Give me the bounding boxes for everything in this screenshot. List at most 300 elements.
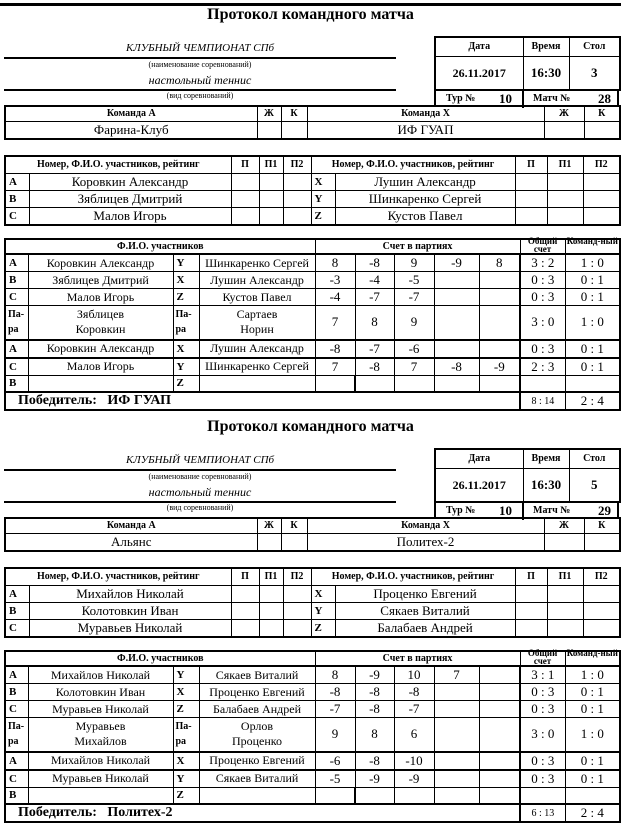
roster-a-p2-cell bbox=[283, 619, 311, 637]
game-a-player: Михайлов Николай bbox=[28, 666, 173, 684]
overall-score: 3 : 0 bbox=[520, 306, 565, 340]
team-score: 0 : 1 bbox=[565, 358, 620, 376]
roster-row bbox=[5, 585, 620, 602]
roster-x-header: Номер, Ф.И.О. участников, рейтинг bbox=[311, 156, 515, 173]
roster-x-name: Сякаев Виталий bbox=[335, 602, 515, 619]
roster-a-p-cell bbox=[231, 173, 259, 190]
game-x-player: Шинкаренко Сергей bbox=[199, 358, 315, 376]
score-separator: : bbox=[587, 393, 598, 408]
game-row bbox=[5, 306, 620, 340]
set-score: -7 bbox=[355, 340, 394, 358]
game-row bbox=[5, 375, 620, 392]
set-score bbox=[394, 787, 434, 804]
roster-a-letter: A bbox=[5, 585, 29, 602]
set-score: -7 bbox=[394, 289, 434, 306]
game-row bbox=[5, 787, 620, 804]
roster-x-p-cell bbox=[515, 173, 547, 190]
team-a-red-label: К bbox=[281, 518, 307, 533]
score-separator: : bbox=[537, 272, 548, 287]
game-x-letter: Y bbox=[173, 254, 199, 272]
roster-a-p2-header: П2 bbox=[283, 156, 311, 173]
team-x-label: Команда Х bbox=[307, 106, 544, 121]
team-a-label: Команда А bbox=[5, 518, 257, 533]
roster-x-name: Шинкаренко Сергей bbox=[335, 190, 515, 207]
score-separator: : bbox=[537, 701, 548, 716]
roster-x-p2-cell bbox=[583, 619, 620, 637]
set-score: -5 bbox=[315, 770, 355, 788]
protocol-title: Протокол командного матча bbox=[207, 418, 414, 435]
roster-a-p2-cell bbox=[283, 207, 311, 225]
team-score-header: Команд-ный bbox=[565, 651, 620, 666]
team-score bbox=[565, 375, 620, 392]
table-label: Стол bbox=[569, 449, 620, 468]
date-label: Дата bbox=[435, 449, 523, 468]
set-score: 8 bbox=[315, 666, 355, 684]
score-separator: : bbox=[537, 314, 548, 330]
roster-a-p1-cell bbox=[259, 190, 283, 207]
game-x-player: Шинкаренко Сергей bbox=[199, 254, 315, 272]
sport-caption: (вид соревнований) bbox=[166, 503, 234, 512]
set-score bbox=[479, 752, 520, 770]
set-score bbox=[355, 787, 394, 804]
teams-table bbox=[4, 517, 621, 552]
game-x-letter: Z bbox=[173, 787, 199, 804]
roster-x-name: Балабаев Андрей bbox=[335, 619, 515, 637]
team-a-name: Фарина-Клуб bbox=[5, 121, 257, 139]
team-x-name: Политех-2 bbox=[307, 533, 544, 551]
set-score bbox=[394, 375, 434, 392]
game-row bbox=[5, 684, 620, 701]
roster-x-letter: Z bbox=[311, 207, 335, 225]
set-score: -7 bbox=[355, 289, 394, 306]
roster-a-p-cell bbox=[231, 190, 259, 207]
game-a-player: Михайлов Николай bbox=[28, 752, 173, 770]
game-a-letter: C bbox=[5, 358, 28, 376]
competition-underline bbox=[4, 57, 396, 59]
score-separator: : bbox=[587, 770, 598, 786]
game-a-player bbox=[28, 787, 173, 804]
roster-x-p1-header: П1 bbox=[547, 568, 583, 585]
game-a-letter: C bbox=[5, 770, 28, 788]
roster-x-p1-cell bbox=[547, 619, 583, 637]
game-row bbox=[5, 340, 620, 358]
team-x-red-label: К bbox=[584, 518, 620, 533]
overall-score: 0 : 3 bbox=[520, 770, 565, 788]
roster-a-name: Малов Игорь bbox=[29, 207, 231, 225]
round-match-row bbox=[434, 501, 619, 518]
set-score bbox=[434, 684, 479, 701]
team-a-label: Команда А bbox=[5, 106, 257, 121]
table-value: 5 bbox=[569, 468, 620, 502]
game-x-letter: Z bbox=[173, 289, 199, 306]
sets-header: Счет в партиях bbox=[315, 651, 520, 666]
roster-row bbox=[5, 190, 620, 207]
roster-a-p1-cell bbox=[259, 173, 283, 190]
set-score: -8 bbox=[394, 684, 434, 701]
set-score bbox=[434, 272, 479, 289]
overall-score: 3 : 1 bbox=[520, 666, 565, 684]
competition-caption: (наименование соревнований) bbox=[148, 472, 252, 481]
game-x-letter: X bbox=[173, 684, 199, 701]
score-separator: : bbox=[537, 340, 548, 356]
roster-x-p1-cell bbox=[547, 207, 583, 225]
roster-a-p-cell bbox=[231, 207, 259, 225]
team-score: 1 : 0 bbox=[565, 666, 620, 684]
total-team-score: 2 : 4 bbox=[565, 804, 620, 822]
team-x-red-label: К bbox=[584, 106, 620, 121]
set-score: 9 bbox=[315, 718, 355, 752]
set-score: -5 bbox=[394, 272, 434, 289]
roster-a-name: Коровкин Александр bbox=[29, 173, 231, 190]
set-score: -8 bbox=[315, 340, 355, 358]
set-score: -10 bbox=[394, 752, 434, 770]
set-score: -7 bbox=[315, 701, 355, 718]
game-row bbox=[5, 358, 620, 376]
team-x-yellow-label: Ж bbox=[544, 518, 584, 533]
game-a-letter: A bbox=[5, 666, 28, 684]
pair-x-player-2: Проценко bbox=[231, 734, 283, 749]
total-team-score: 2 : 4 bbox=[565, 392, 620, 410]
roster-a-letter: B bbox=[5, 190, 29, 207]
pair-x-player-2: Норин bbox=[240, 322, 274, 337]
roster-x-header: Номер, Ф.И.О. участников, рейтинг bbox=[311, 568, 515, 585]
pair-a-player-2: Коровкин bbox=[75, 322, 126, 337]
set-score: -6 bbox=[315, 752, 355, 770]
set-score bbox=[479, 718, 520, 752]
roster-a-letter: A bbox=[5, 173, 29, 190]
team-a-red-label: К bbox=[281, 106, 307, 121]
roster-a-p2-cell bbox=[283, 602, 311, 619]
score-separator: : bbox=[587, 358, 598, 374]
set-score bbox=[434, 306, 479, 340]
roster-a-p-header: П bbox=[231, 156, 259, 173]
round-label: Тур № bbox=[446, 505, 476, 516]
set-score bbox=[434, 787, 479, 804]
roster-x-p-header: П bbox=[515, 156, 547, 173]
set-score bbox=[479, 340, 520, 358]
game-x-player: Сякаев Виталий bbox=[199, 666, 315, 684]
team-a-red-cell bbox=[281, 121, 307, 139]
winner-team: Политех-2 bbox=[107, 805, 173, 820]
roster-a-p2-header: П2 bbox=[283, 568, 311, 585]
score-separator: : bbox=[587, 752, 598, 768]
score-separator: : bbox=[536, 807, 545, 819]
set-score: -9 bbox=[355, 770, 394, 788]
game-row bbox=[5, 289, 620, 306]
roster-a-p-cell bbox=[231, 602, 259, 619]
roster-a-p2-cell bbox=[283, 585, 311, 602]
game-a-letter: B bbox=[5, 272, 28, 289]
set-score bbox=[479, 787, 520, 804]
roster-x-p1-cell bbox=[547, 190, 583, 207]
overall-score: 0 : 3 bbox=[520, 272, 565, 289]
team-a-name: Альянс bbox=[5, 533, 257, 551]
match-info-table bbox=[434, 448, 621, 503]
roster-a-p-header: П bbox=[231, 568, 259, 585]
set-score bbox=[434, 340, 479, 358]
roster-a-name: Зяблицев Дмитрий bbox=[29, 190, 231, 207]
pair-x-players bbox=[199, 718, 315, 752]
game-a-letter: A bbox=[5, 752, 28, 770]
players-header: Ф.И.О. участников bbox=[5, 239, 315, 254]
roster-a-p1-cell bbox=[259, 585, 283, 602]
set-score: 9 bbox=[394, 306, 434, 340]
round-match-row bbox=[434, 89, 619, 106]
score-separator: : bbox=[536, 395, 545, 407]
competition-name: КЛУБНЫЙ ЧЕМПИОНАТ СПб bbox=[125, 454, 275, 466]
roster-a-p-cell bbox=[231, 585, 259, 602]
game-row bbox=[5, 666, 620, 684]
roster-a-p2-cell bbox=[283, 190, 311, 207]
set-score: -4 bbox=[355, 272, 394, 289]
roster-x-p2-cell bbox=[583, 207, 620, 225]
date-label: Дата bbox=[435, 37, 523, 56]
table-value: 3 bbox=[569, 56, 620, 90]
roster-x-p-cell bbox=[515, 619, 547, 637]
roster-x-p-cell bbox=[515, 602, 547, 619]
score-separator: : bbox=[587, 289, 598, 304]
time-label: Время bbox=[523, 37, 569, 56]
team-score: 0 : 1 bbox=[565, 289, 620, 306]
set-score bbox=[479, 375, 520, 392]
roster-x-p2-cell bbox=[583, 173, 620, 190]
game-x-letter: Y bbox=[173, 358, 199, 376]
game-a-player: Зяблицев Дмитрий bbox=[28, 272, 173, 289]
team-score bbox=[565, 787, 620, 804]
set-score: -9 bbox=[355, 666, 394, 684]
roster-x-p1-cell bbox=[547, 602, 583, 619]
roster-x-name: Проценко Евгений bbox=[335, 585, 515, 602]
team-score: 1 : 0 bbox=[565, 718, 620, 752]
team-score: 0 : 1 bbox=[565, 684, 620, 701]
pair-a-label: Па- ра bbox=[5, 718, 28, 752]
game-a-player: Малов Игорь bbox=[28, 358, 173, 376]
set-score bbox=[315, 375, 355, 392]
set-score: -3 bbox=[315, 272, 355, 289]
roster-table bbox=[4, 155, 621, 226]
game-a-player: Коровкин Александр bbox=[28, 254, 173, 272]
score-separator: : bbox=[587, 684, 598, 699]
set-score: -6 bbox=[394, 340, 434, 358]
roster-x-p1-header: П1 bbox=[547, 156, 583, 173]
team-a-yellow-label: Ж bbox=[257, 106, 281, 121]
pair-a-player-2: Михайлов bbox=[74, 734, 127, 749]
game-x-letter: X bbox=[173, 272, 199, 289]
score-separator: : bbox=[587, 314, 598, 330]
roster-x-p-header: П bbox=[515, 568, 547, 585]
overall-score: 0 : 3 bbox=[520, 701, 565, 718]
score-separator: : bbox=[587, 340, 598, 356]
team-x-label: Команда Х bbox=[307, 518, 544, 533]
team-score: 1 : 0 bbox=[565, 254, 620, 272]
pair-a-players bbox=[28, 718, 173, 752]
match-protocol bbox=[0, 412, 621, 824]
overall-score: 3 : 2 bbox=[520, 254, 565, 272]
team-x-yellow-cell bbox=[544, 121, 584, 139]
sport-name: настольный теннис bbox=[148, 485, 252, 499]
team-a-yellow-label: Ж bbox=[257, 518, 281, 533]
team-score: 0 : 1 bbox=[565, 770, 620, 788]
roster-a-p-cell bbox=[231, 619, 259, 637]
roster-x-p1-cell bbox=[547, 585, 583, 602]
score-separator: : bbox=[587, 701, 598, 716]
game-x-letter: X bbox=[173, 752, 199, 770]
winner-label: Победитель: bbox=[18, 393, 97, 408]
overall-score bbox=[520, 375, 565, 392]
set-score: 8 bbox=[315, 254, 355, 272]
set-score: 7 bbox=[315, 306, 355, 340]
set-score bbox=[479, 272, 520, 289]
roster-a-p1-cell bbox=[259, 619, 283, 637]
game-row bbox=[5, 752, 620, 770]
protocol-title: Протокол командного матча bbox=[207, 6, 414, 23]
game-a-letter: B bbox=[5, 787, 28, 804]
game-x-letter: X bbox=[173, 340, 199, 358]
game-row bbox=[5, 770, 620, 788]
team-x-yellow-label: Ж bbox=[544, 106, 584, 121]
overall-header: Общий счет bbox=[520, 239, 565, 254]
date-value: 26.11.2017 bbox=[435, 468, 523, 502]
round-label: Тур № bbox=[446, 93, 476, 104]
winner-cell bbox=[5, 392, 520, 410]
roster-row bbox=[5, 619, 620, 637]
set-score bbox=[355, 375, 394, 392]
set-score: -8 bbox=[434, 358, 479, 376]
set-score: 8 bbox=[355, 306, 394, 340]
roster-x-p-cell bbox=[515, 207, 547, 225]
overall-score: 0 : 3 bbox=[520, 684, 565, 701]
set-score: -9 bbox=[394, 770, 434, 788]
score-separator: : bbox=[537, 255, 548, 270]
roster-x-letter: Z bbox=[311, 619, 335, 637]
set-score: -7 bbox=[394, 701, 434, 718]
roster-a-letter: C bbox=[5, 619, 29, 637]
roster-x-p2-header: П2 bbox=[583, 568, 620, 585]
set-score: 7 bbox=[315, 358, 355, 376]
team-x-red-cell bbox=[584, 121, 620, 139]
score-separator: : bbox=[537, 726, 548, 742]
roster-a-name: Колотовкин Иван bbox=[29, 602, 231, 619]
competition-underline bbox=[4, 469, 396, 471]
game-a-letter: C bbox=[5, 701, 28, 718]
game-row bbox=[5, 701, 620, 718]
score-separator: : bbox=[587, 272, 598, 287]
team-a-red-cell bbox=[281, 533, 307, 551]
game-a-player: Коровкин Александр bbox=[28, 340, 173, 358]
game-row bbox=[5, 272, 620, 289]
game-x-letter: Y bbox=[173, 770, 199, 788]
roster-a-letter: B bbox=[5, 602, 29, 619]
game-x-player: Лушин Александр bbox=[199, 340, 315, 358]
match-value: 28 bbox=[598, 91, 611, 106]
overall-header: Общий счет bbox=[520, 651, 565, 666]
game-x-player: Проценко Евгений bbox=[199, 684, 315, 701]
games-table bbox=[4, 650, 621, 823]
pair-x-players bbox=[199, 306, 315, 340]
game-a-letter: C bbox=[5, 289, 28, 306]
pair-a-players bbox=[28, 306, 173, 340]
roster-row bbox=[5, 207, 620, 225]
roster-table bbox=[4, 567, 621, 638]
game-a-player: Муравьев Николай bbox=[28, 770, 173, 788]
set-score bbox=[479, 770, 520, 788]
set-score: -8 bbox=[355, 752, 394, 770]
roster-x-letter: Y bbox=[311, 190, 335, 207]
time-value: 16:30 bbox=[523, 468, 569, 502]
winner-row bbox=[5, 804, 620, 822]
set-score bbox=[434, 718, 479, 752]
set-score bbox=[479, 666, 520, 684]
roster-a-p1-cell bbox=[259, 602, 283, 619]
set-score bbox=[434, 289, 479, 306]
team-score: 0 : 1 bbox=[565, 701, 620, 718]
match-protocol bbox=[0, 0, 621, 412]
team-a-yellow-cell bbox=[257, 121, 281, 139]
set-score bbox=[434, 375, 479, 392]
set-score bbox=[479, 289, 520, 306]
score-separator: : bbox=[537, 770, 548, 786]
game-x-letter: Y bbox=[173, 666, 199, 684]
sets-header: Счет в партиях bbox=[315, 239, 520, 254]
date-value: 26.11.2017 bbox=[435, 56, 523, 90]
players-header: Ф.И.О. участников bbox=[5, 651, 315, 666]
roster-x-name: Лушин Александр bbox=[335, 173, 515, 190]
match-label: Матч № bbox=[533, 505, 571, 516]
team-x-yellow-cell bbox=[544, 533, 584, 551]
sport-name: настольный теннис bbox=[148, 73, 252, 87]
score-separator: : bbox=[587, 726, 598, 742]
round-value: 10 bbox=[499, 91, 512, 106]
pair-x-player-1: Сартаев bbox=[236, 307, 278, 322]
pair-a-player-1: Муравьев bbox=[75, 719, 126, 734]
roster-row bbox=[5, 602, 620, 619]
overall-score bbox=[520, 787, 565, 804]
game-x-player: Кустов Павел bbox=[199, 289, 315, 306]
set-score: 7 bbox=[394, 358, 434, 376]
roster-a-name: Михайлов Николай bbox=[29, 585, 231, 602]
set-score: -4 bbox=[315, 289, 355, 306]
game-a-letter: B bbox=[5, 375, 28, 392]
winner-team: ИФ ГУАП bbox=[107, 393, 171, 408]
time-value: 16:30 bbox=[523, 56, 569, 90]
score-separator: : bbox=[537, 358, 548, 374]
roster-x-p2-cell bbox=[583, 585, 620, 602]
game-a-player: Малов Игорь bbox=[28, 289, 173, 306]
game-a-letter: B bbox=[5, 684, 28, 701]
set-score: -9 bbox=[479, 358, 520, 376]
overall-score: 0 : 3 bbox=[520, 289, 565, 306]
roster-x-letter: Y bbox=[311, 602, 335, 619]
set-score: 9 bbox=[394, 254, 434, 272]
teams-table bbox=[4, 105, 621, 140]
set-score: 8 bbox=[355, 718, 394, 752]
set-score bbox=[434, 770, 479, 788]
roster-a-name: Муравьев Николай bbox=[29, 619, 231, 637]
game-a-player: Колотовкин Иван bbox=[28, 684, 173, 701]
set-score: 10 bbox=[394, 666, 434, 684]
set-score: -8 bbox=[355, 701, 394, 718]
team-score: 0 : 1 bbox=[565, 340, 620, 358]
games-table bbox=[4, 238, 621, 411]
match-label: Матч № bbox=[533, 93, 571, 104]
overall-score: 0 : 3 bbox=[520, 752, 565, 770]
winner-label: Победитель: bbox=[18, 805, 97, 820]
score-separator: : bbox=[537, 289, 548, 304]
game-x-player: Проценко Евгений bbox=[199, 752, 315, 770]
set-score bbox=[434, 752, 479, 770]
score-separator: : bbox=[537, 752, 548, 768]
roster-a-p2-cell bbox=[283, 173, 311, 190]
